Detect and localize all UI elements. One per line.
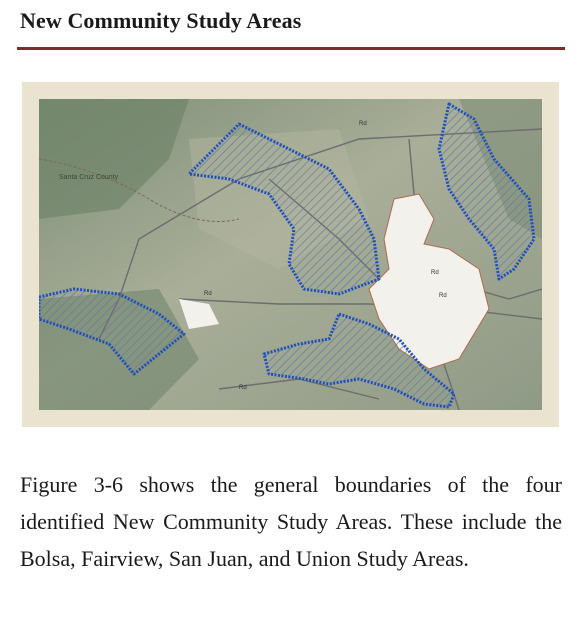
county-label: Santa Cruz County	[59, 174, 119, 181]
page-title: New Community Study Areas	[20, 8, 302, 33]
road-label-3: Rd	[431, 270, 439, 276]
road-label-4: Rd	[439, 293, 447, 299]
figure-description: Figure 3-6 shows the general boundaries of the four identified New Community Study Areas. These include the Bolsa, Fairview, San Juan, and Union Study Areas.	[20, 472, 562, 571]
road-label-1: Rd	[359, 121, 367, 127]
figure-map-frame	[22, 82, 559, 427]
road-label-2: Rd	[204, 291, 212, 297]
title-divider	[17, 47, 565, 50]
road-label-5: Rd	[239, 385, 247, 391]
study-areas-map	[39, 99, 542, 410]
